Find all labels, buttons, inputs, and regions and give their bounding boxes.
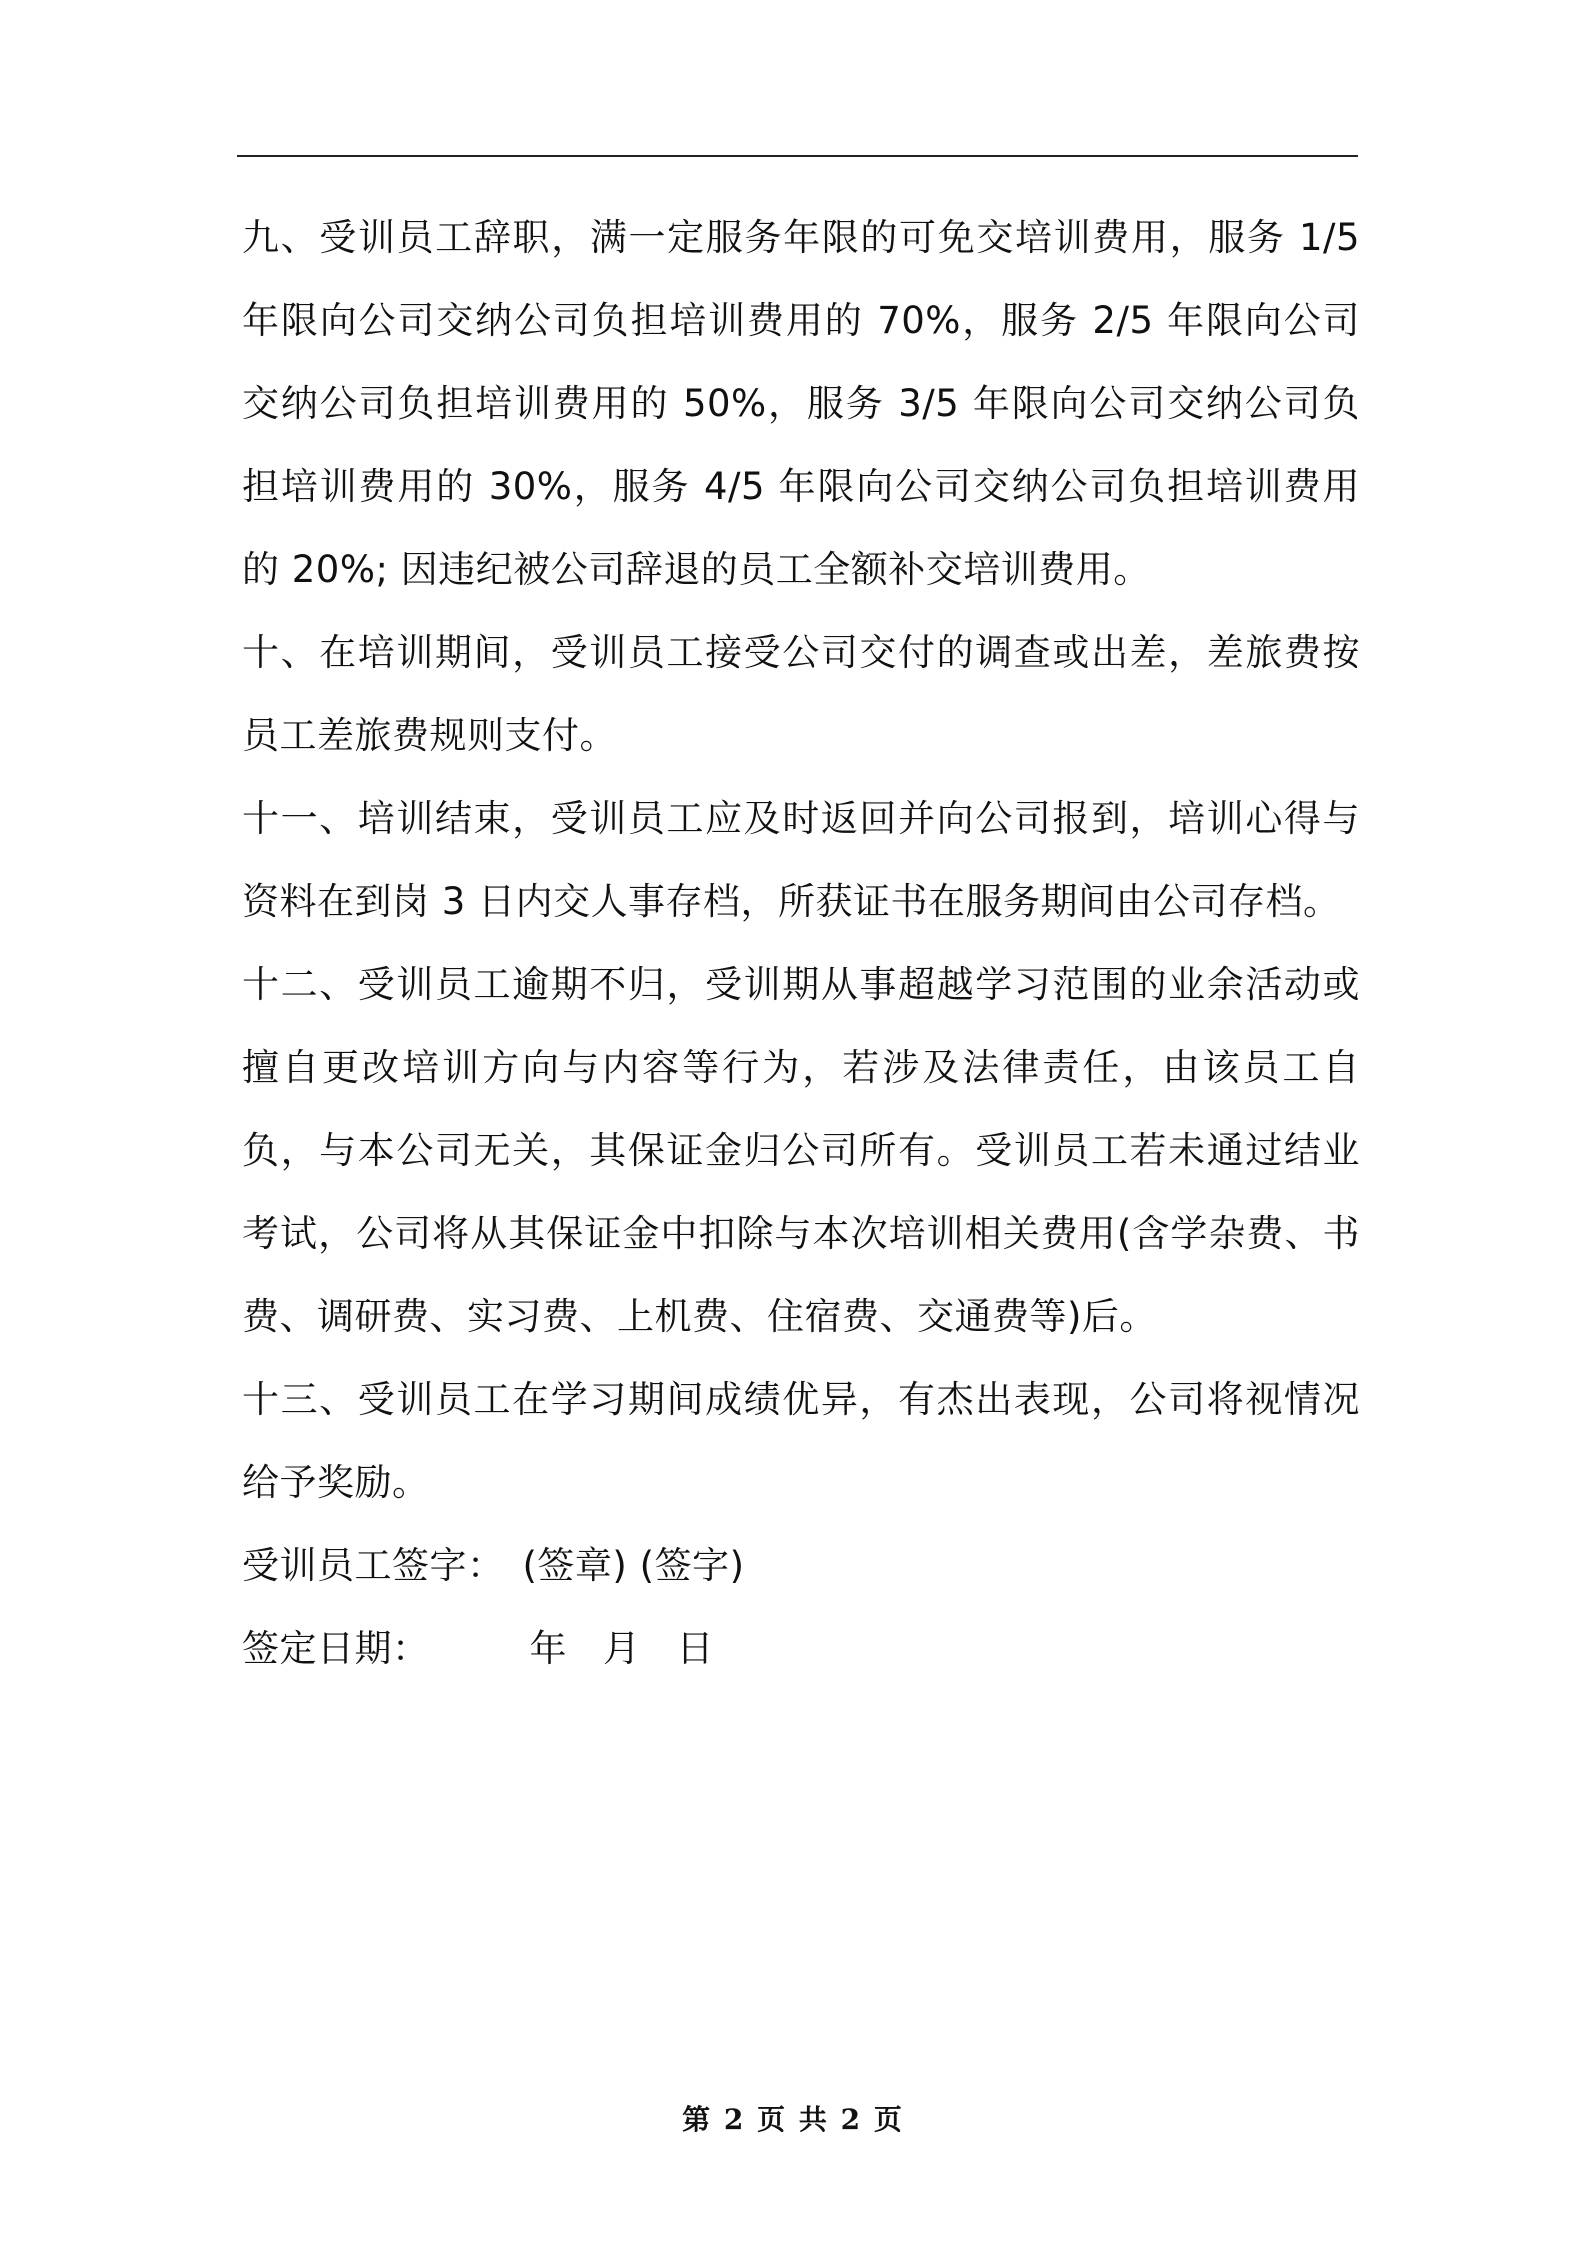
date-year: 年 <box>529 1627 567 1670</box>
signature-line <box>242 1524 1360 1607</box>
date-day: 日 <box>676 1627 714 1670</box>
header-rule <box>237 155 1358 157</box>
signature-value: (签章) (签字) <box>522 1544 745 1587</box>
document-body <box>242 196 1360 1690</box>
clause-11: 十一、培训结束，受训员工应及时返回并向公司报到，培训心得与资料在到岗 3 日内交人事存档，所获证书在服务期间由公司存档。 <box>242 797 1360 923</box>
clause-10: 十、在培训期间，受训员工接受公司交付的调查或出差，差旅费按员工差旅费规则支付。 <box>242 631 1360 757</box>
date-month: 月 <box>603 1627 641 1670</box>
date-label: 签定日期： <box>242 1627 430 1670</box>
page-footer: 第 2 页 共 2 页 <box>682 2103 904 2136</box>
date-line <box>242 1607 1360 1690</box>
clause-9: 九、受训员工辞职，满一定服务年限的可免交培训费用，服务 1/5 年限向公司交纳公司负担培训费用的 70%，服务 2/5 年限向公司交纳公司负担培训费用的 50%，服务 3/5 年限向公司交纳公司负担培训费用的 30%，服务 4/5 年限向公司交纳公司负担培训费用的 20%; 因违纪被公司辞退的员工全额补交培训费用。 <box>242 216 1360 591</box>
signature-label: 受训员工签字： <box>242 1544 505 1587</box>
clause-12: 十二、受训员工逾期不归，受训期从事超越学习范围的业余活动或擅自更改培训方向与内容等行为，若涉及法律责任，由该员工自负，与本公司无关，其保证金归公司所有。受训员工若未通过结业考试，公司将从其保证金中扣除与本次培训相关费用(含学杂费、书费、调研费、实习费、上机费、住宿费、交通费等)后。 <box>242 963 1360 1338</box>
clause-13: 十三、受训员工在学习期间成绩优异，有杰出表现，公司将视情况给予奖励。 <box>242 1378 1360 1504</box>
